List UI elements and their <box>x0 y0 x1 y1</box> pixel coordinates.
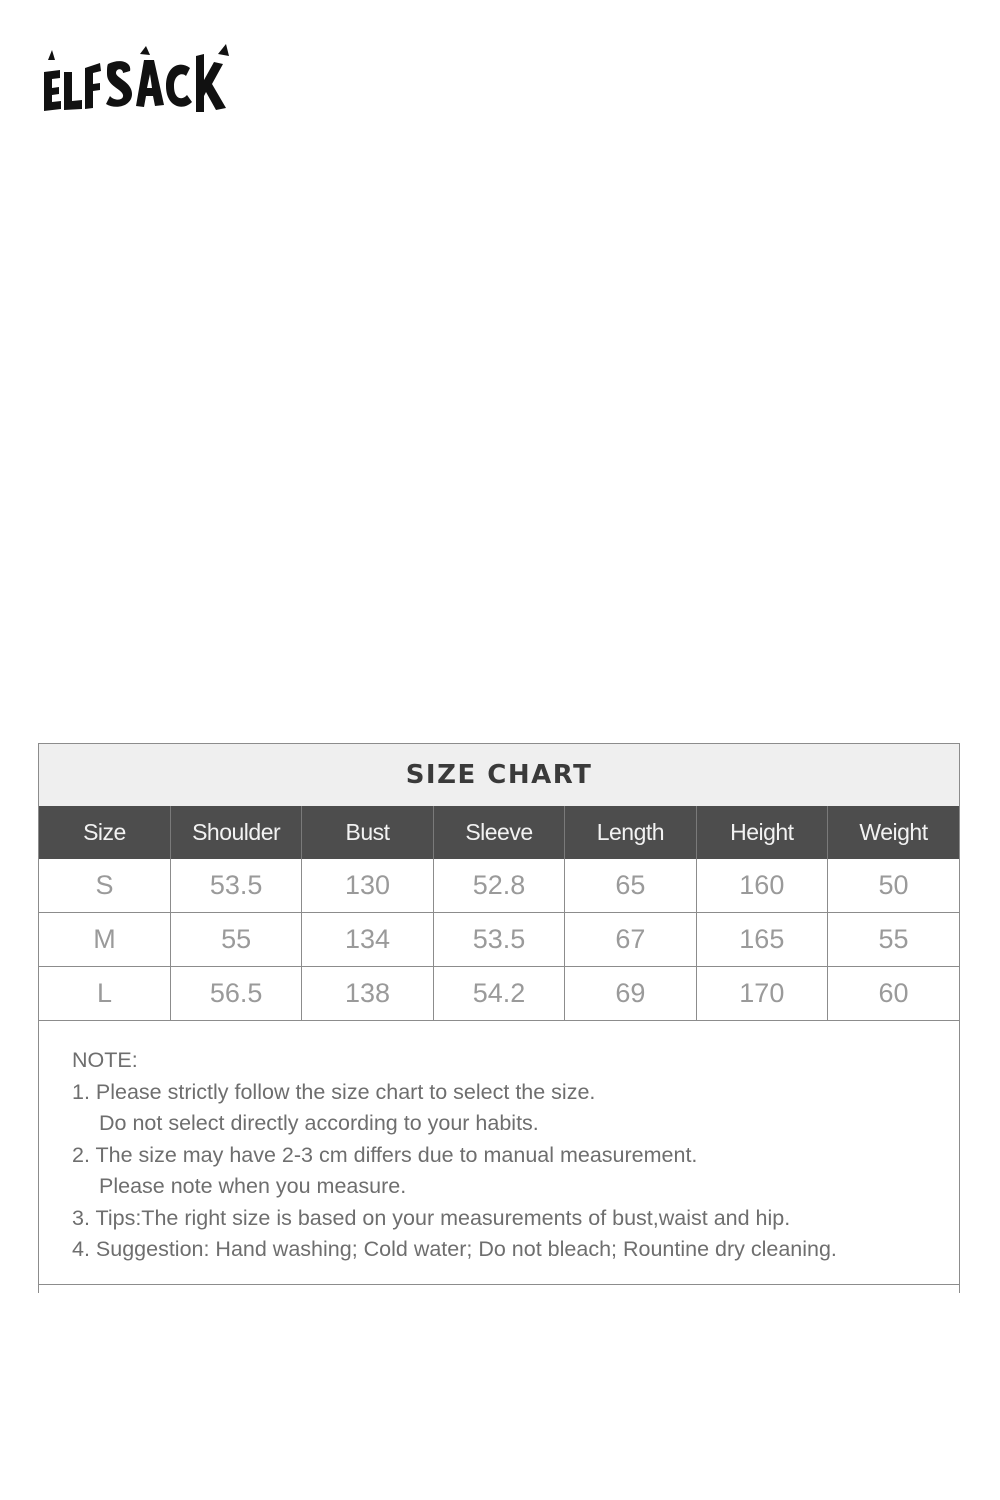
table-cell: 67 <box>565 913 696 967</box>
note-line: 1. Please strictly follow the size chart to select the size. <box>72 1079 596 1104</box>
note-line: Please note when you measure. <box>99 1174 407 1198</box>
table-cell: 54.2 <box>433 967 564 1021</box>
column-header-bust: Bust <box>302 806 433 859</box>
table-cell: 50 <box>828 859 959 913</box>
notes-heading: NOTE: <box>72 1048 138 1072</box>
table-cell: L <box>39 967 170 1021</box>
size-chart-title: SIZE CHART <box>39 744 959 806</box>
elfsack-logo <box>40 38 240 118</box>
column-header-weight: Weight <box>828 806 959 859</box>
table-cell: 55 <box>170 913 301 967</box>
table-cell: 165 <box>696 913 827 967</box>
column-header-size: Size <box>39 806 170 859</box>
table-row <box>39 859 959 913</box>
table-cell: 52.8 <box>433 859 564 913</box>
table-cell: 65 <box>565 859 696 913</box>
size-table-header-row <box>39 806 959 859</box>
column-header-height: Height <box>696 806 827 859</box>
table-cell: 138 <box>302 967 433 1021</box>
column-header-sleeve: Sleeve <box>433 806 564 859</box>
table-row <box>39 967 959 1021</box>
size-chart <box>38 743 960 1293</box>
table-cell: 53.5 <box>170 859 301 913</box>
table-cell: 60 <box>828 967 959 1021</box>
table-cell: 134 <box>302 913 433 967</box>
size-notes <box>39 1021 959 1266</box>
note-line: 4. Suggestion: Hand washing; Cold water; Do not bleach; Rountine dry cleaning. <box>72 1237 837 1261</box>
table-cell: 130 <box>302 859 433 913</box>
column-header-length: Length <box>565 806 696 859</box>
note-line: 2. The size may have 2-3 cm differs due to manual measurement. <box>72 1142 698 1167</box>
column-header-shoulder: Shoulder <box>170 806 301 859</box>
table-row <box>39 913 959 967</box>
table-cell: 55 <box>828 913 959 967</box>
table-cell: 160 <box>696 859 827 913</box>
table-cell: 53.5 <box>433 913 564 967</box>
table-cell: S <box>39 859 170 913</box>
chart-bottom-divider <box>39 1284 959 1285</box>
table-cell: M <box>39 913 170 967</box>
table-cell: 170 <box>696 967 827 1021</box>
table-cell: 56.5 <box>170 967 301 1021</box>
size-table <box>39 806 959 1021</box>
note-line: 3. Tips:The right size is based on your measurements of bust,waist and hip. <box>72 1205 791 1230</box>
note-line: Do not select directly according to your habits. <box>99 1111 539 1135</box>
table-cell: 69 <box>565 967 696 1021</box>
